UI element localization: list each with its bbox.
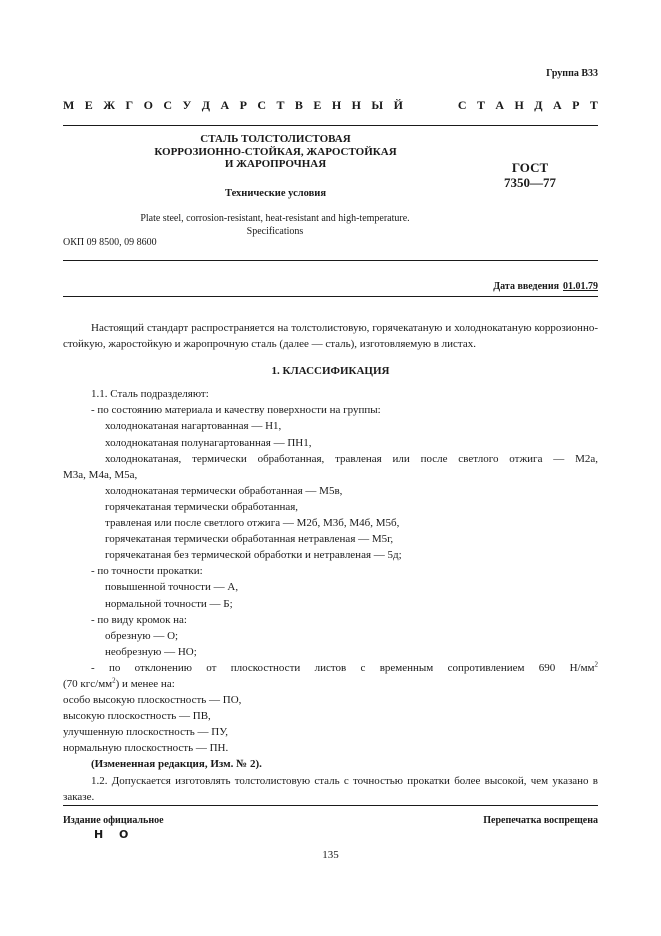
list-item: травленая или после светлого отжига — М2б, М3б, М4б, М5б,: [105, 517, 400, 530]
date-rule: [63, 296, 598, 297]
banner-letter: У: [182, 97, 192, 112]
banner-letter: Н: [331, 97, 342, 112]
banner-letter: Д: [201, 97, 211, 112]
list-heading-material: - по состоянию материала и качеству поверхности на группы:: [91, 404, 381, 417]
intro-paragraph: Настоящий стандарт распространяется на толстолистовую, горячекатаную и холоднокатаную коррозионно-стойкую, жаростойкую и жаропрочную сталь (далее — сталь), изготовляемую в листах.: [63, 322, 598, 351]
banner-letter: А: [220, 97, 230, 112]
banner-letter: Д: [534, 97, 543, 112]
list-item-continuation: М3а, М4а, М5а,: [63, 468, 138, 481]
list-item: нормальную плоскостность — ПН.: [63, 742, 229, 755]
list-item: необрезную — НО;: [105, 645, 197, 658]
header-bottom-rule: [63, 260, 598, 261]
banner-letter: Н: [351, 97, 361, 112]
english-title-line: Plate steel, corrosion-resistant, heat-resistant and high-temperature.: [140, 213, 410, 224]
banner-letter: Е: [313, 97, 322, 112]
document-title: [128, 133, 423, 171]
banner-letter: Т: [276, 97, 285, 112]
page-number: 135: [322, 849, 339, 861]
title-line: КОРРОЗИОННО-СТОЙКАЯ, ЖАРОСТОЙКАЯ: [154, 145, 397, 158]
document-body: [63, 320, 598, 805]
title-line: И ЖАРОПРОЧНАЯ: [224, 158, 327, 170]
reprint-prohibited: Перепечатка воспрещена: [483, 815, 598, 826]
list-heading-flatness: [63, 660, 598, 676]
english-title: [110, 212, 440, 238]
banner-letter: Н: [514, 97, 524, 112]
list-item: горячекатаная термически обработанная,: [105, 500, 299, 513]
list-item: холоднокатаная нагартованная — Н1,: [105, 420, 282, 433]
edition-mark: Н О: [94, 828, 135, 841]
group-code: Группа В33: [546, 68, 598, 79]
title-line: СТАЛЬ ТОЛСТОЛИСТОВАЯ: [200, 133, 351, 145]
list-item: горячекатаная без термической обработки и нетравленая — 5д;: [105, 549, 402, 562]
effective-date: [493, 281, 598, 292]
banner-letter: Г: [125, 97, 134, 112]
list-item: высокую плоскостность — ПВ,: [63, 710, 211, 723]
section-heading: 1. КЛАССИФИКАЦИЯ: [271, 365, 390, 378]
list-item: нормальной точности — Б;: [105, 597, 233, 610]
list-item: повышенной точности — А,: [105, 581, 239, 594]
list-item: обрезную — О;: [105, 629, 179, 642]
effective-date-value: 01.01.79: [563, 281, 598, 292]
banner-letter: Е: [84, 97, 93, 112]
flatness-continuation: [63, 676, 598, 692]
gost-number: 7350—77: [504, 175, 556, 190]
gost-designation: [490, 160, 570, 190]
clause-1-2: 1.2. Допускается изготовлять толстолистовую сталь с точностью прокатки более высокой, чем указано в заказе.: [63, 774, 598, 803]
banner-letter: С: [163, 97, 173, 112]
flatness-text: (70 кгс/мм: [63, 677, 113, 690]
okp-code: ОКП 09 8500, 09 8600: [63, 237, 157, 248]
official-edition: Издание официальное: [63, 815, 164, 826]
list-item: особо высокую плоскостность — ПО,: [63, 694, 242, 707]
english-title-line: Specifications: [246, 226, 304, 237]
standard-banner: [63, 97, 598, 113]
list-item: холоднокатаная полунагартованная — ПН1,: [105, 436, 312, 449]
banner-letter: Т: [476, 97, 485, 112]
banner-letter: Ж: [103, 97, 116, 112]
clause-1-1: 1.1. Сталь подразделяют:: [91, 388, 209, 401]
flatness-text: ) и менее на:: [115, 677, 175, 690]
edition-note: (Измененная редакция, Изм. № 2).: [91, 758, 262, 771]
banner-letter: А: [495, 97, 505, 112]
banner-letter: В: [294, 97, 303, 112]
banner-letter: С: [257, 97, 267, 112]
list-item: горячекатаная термически обработанная нетравленая — М5г,: [105, 533, 394, 546]
banner-letter: О: [143, 97, 153, 112]
banner-letter: Р: [572, 97, 580, 112]
banner-letter: С: [457, 97, 467, 112]
banner-letter: Й: [393, 97, 403, 112]
effective-date-label: Дата введения: [493, 281, 559, 292]
banner-letter: Т: [589, 97, 598, 112]
gost-label: ГОСТ: [511, 160, 549, 175]
document-subtitle: Технические условия: [224, 188, 327, 199]
banner-letter: Ы: [371, 97, 384, 112]
banner-letter: А: [552, 97, 562, 112]
list-heading-edge: - по виду кромок на:: [91, 613, 187, 626]
superscript: 2: [594, 660, 598, 669]
banner-letter: Р: [239, 97, 247, 112]
list-item: улучшенную плоскостность — ПУ,: [63, 726, 228, 739]
flatness-text: - по отклонению от плоскостности листов с временным сопротивлением 690 Н/мм: [91, 661, 595, 674]
header-rule: [63, 125, 598, 126]
list-heading-accuracy: - по точности прокатки:: [91, 565, 203, 578]
banner-letter: М: [63, 97, 75, 112]
footer-rule: [63, 805, 598, 806]
list-item: холоднокатаная термически обработанная — М5в,: [105, 484, 343, 497]
list-item: холоднокатаная, термически обработанная, травленая или после светлого отжига — М2а,: [105, 452, 598, 465]
superscript: 2: [112, 676, 116, 685]
